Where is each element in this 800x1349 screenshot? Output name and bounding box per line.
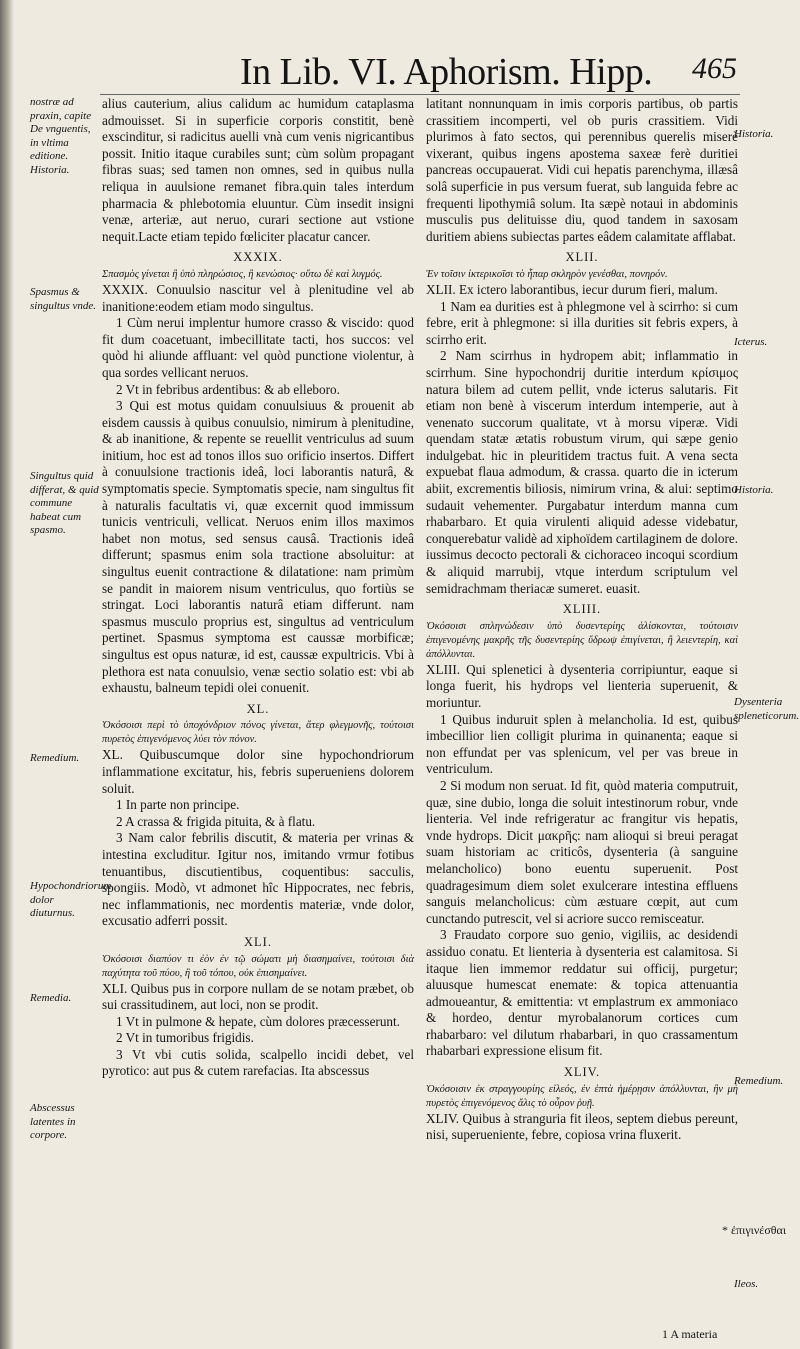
commentary-item: 2 A crassa & frigida pituita, & à flatu. xyxy=(116,813,316,829)
paragraph: alius cauterium, alius calidum ac humidum cataplasma admouisset. Si in superficie corporis constitit, benè exscinditur, si radicitus auelli vnà cum venis nigricantibus possit. Initio itaque curabiles sunt; cùm solùm propagant fibras suas; sed tamen non omnes, sed in quibus nulla reliqua in auulsione remanet fibra.quin tales interdum pharmacia & phlebotomia eluuntur. Cùm insedit insigni venæ, arteriæ, aut neruo, curari sectione aut vstione nequit.Lacte etiam tepido fœliciter placatur cancer. xyxy=(102,96,414,244)
greek-aphorism: Σπασμὸς γίνεται ἢ ὑπὸ πληρώσιος, ἢ κενώσιος· οὕτω δὲ καὶ λυγμός. xyxy=(102,268,383,280)
margin-note: Icterus. xyxy=(734,336,768,348)
margin-note: Remedium. xyxy=(734,1075,784,1087)
commentary-item: 2 Vt in febribus ardentibus: & ab elleboro. xyxy=(116,381,340,397)
commentary-item: 1 Quibus induruit splen à melancholia. Id est, quibus imbecillior lien colligit plurima in quinanenta; eaque si non effundat per vas splenicum, vel per vas breue in ventriculum. xyxy=(426,711,738,777)
margin-note: Historia. xyxy=(30,164,70,176)
paragraph: XLII. Ex ictero laborantibus, iecur durum fieri, malum. xyxy=(426,281,718,297)
aphorism-number: XLI. xyxy=(244,934,272,949)
margin-note: Abscessus latentes in corpore. xyxy=(30,1102,76,1141)
star-note: * ἐπιγινέσθαι xyxy=(722,1223,787,1237)
commentary-item: 2 Vt in tumoribus frigidis. xyxy=(116,1030,254,1046)
greek-aphorism: Ὁκόσοισιν ἐκ στραγγουρίης εἰλεός, ἐν ἑπτὰ ἡμέρῃσιν ἀπόλλυνται, ἢν μὴ πυρετὸς ἐπιγενόμενος ἄλις τὸ οὖρον ῥυῇ. xyxy=(426,1083,738,1109)
header-rule xyxy=(100,94,740,95)
commentary-item: 3 Qui est motus quidam conuulsiuus & prouenit ab eisdem caussis à quibus conuulsio, nimirum à plenitudine, & ab inanitione, & repente se reuellit ventriculus ad suum initium, hoc est ad tonos illos suo orificio insertos. Differt à conuulsione tractionis ideâ, loci laborantis naturâ, & symptomatis specie. Symptomatis specie, nam singultus fit à naturalis facultatis vi, quæ excernit quod immissum tunicis ventriculi, vellicat. Neruos enim illos maximos habet non motus, sed sensus causâ. Tractionis ideâ differunt; spasmus enim sola tractione absoluitur: at singultus euenit contractione & dilatatione: nam primùm se pandit in maiorem nisum ventriculus, quo fortiùs se stringat. Loci laborantis naturâ etiam differunt. nam spasmus musculo proprius est, singultus ad ventriculum pertinet. Spasmus symptoma est caussæ morbificæ; singultus est opus naturæ, id est, caussæ expultricis. Vbi à plethora est nata conuulsio, venæ sectio solatio est: vbi ab exhaustu, balneum tepidi olei conuenit. xyxy=(102,398,414,696)
paragraph: XLI. Quibus pus in corpore nullam de se notam præbet, ob sui crassitudinem, aut loci, non se prodit. xyxy=(102,980,414,1013)
greek-aphorism: Ὁκόσοισι σπληνώδεσιν ὑπὸ δυσεντερίης ἁλίσκονται, τούτοισιν ἐπιγενομένης μακρῆς τῆς δυσεντερίης ὕδρωψ ἐπιγίνεται, ἢ λειεντερίη, καὶ ἀπόλλυνται. xyxy=(426,620,738,660)
commentary-item: 3 Nam calor febrilis discutit, & materia per vrinas & intestina excluditur. Igitur nos, imitando vrmur fotibus tenuantibus, discutientibus, coquentibus: sacculis, spongiis. Modò, vt admonet hîc Hippocrates, nec febris, nec inflammationis, nec mordentis materiæ, vnde dolor, excusatio adferri possit. xyxy=(102,830,414,929)
margin-note: Remedium. xyxy=(30,752,80,764)
commentary-item: 3 Fraudato corpore suo genio, vigiliis, ac desidendi assiduo conatu. Et lienteria à dysenteria est calamitosa. Si itaque lien immemor reddatur sui officij, purgetur; aluusque humescat enemate: & topica attenuantia admoueantur, & emittentia: vt emplastrum ex ammoniaco & hordeo, dentur myrobalanorum cortices cum rhabarbaro: vel dilutum rhabarbari, in quo crassamentum rhabarbari expressione elisum fit. xyxy=(426,927,738,1059)
commentary-item: 1 Cùm nerui implentur humore crasso & viscido: quod fit dum coacetuant, imbecillitate tacti, hos succos: vel quòd hi aliunde affluant: vel quòd punctione violentur, à qua sordes vellicant neruos. xyxy=(102,315,414,380)
paragraph: XLIII. Qui splenetici à dysenteria corripiuntur, eaque si longa fuerit, his hydrops vel lienteria superuenit, & moriuntur. xyxy=(426,661,738,710)
aphorism-number: XXXIX. xyxy=(233,250,283,265)
paragraph: XL. Quibuscumque dolor sine hypochondriorum inflammatione excitatur, his, febris superueniens dolorem soluit. xyxy=(102,747,414,796)
running-header: In Lib. VI. Aphorism. Hipp. xyxy=(240,51,653,93)
margin-note: Historia. xyxy=(734,484,774,496)
page-number: 465 xyxy=(692,52,737,85)
commentary-item: 2 Si modum non seruat. Id fit, quòd materia computruit, quæ, sine dubio, longa die soluit intestinorum robur, vnde lienteria. Vel inde refrigeratur ac frangitur vis hepatis, vnde hydrops. Dicit μακρῆς: nam alioqui si breui peragat suam historiam ac criticôs, dysenteria (à sanguine melancholico) bono euentu superuenit. Post quadragesimum diem solet exulcerare intestina effluens sanguis melancholicus: cùm æstuare cœpit, aut cum cunctando putrescit, vel si acriore succo remisceatur. xyxy=(426,777,738,926)
margin-note: Ileos. xyxy=(734,1278,759,1290)
margin-note: Dysenteria spleneticorum. xyxy=(734,696,800,722)
commentary-item: 1 Vt in pulmone & hepate, cùm dolores præcesserunt. xyxy=(116,1013,400,1029)
left-text-column xyxy=(102,96,414,1080)
commentary-item: 1 In parte non principe. xyxy=(116,797,240,813)
catchword: 1 A materia xyxy=(662,1327,718,1341)
aphorism-number: XLIII. xyxy=(562,602,602,617)
aphorism-number: XL. xyxy=(246,701,270,716)
aphorism-number: XLIV. xyxy=(563,1065,601,1080)
greek-aphorism: Ἐν τοῖσιν ἰκτερικοῖσι τὸ ἧπαρ σκληρὸν γενέσθαι, πονηρόν. xyxy=(426,268,668,280)
commentary-item: 2 Nam scirrhus in hydropem abit; inflammatio in scirrhum. Sine hypochondrij duritie interdum κρίσιμος natura bilem ad cutem pellit, vnde icterus salutaris. Fit etiam non benè à viscerum interdum intemperie, aut à venenato succorum qualitate, vt à morsu viperæ. Vidi quendam statæ ætatis robustum virum, qui sæpe genio indulgebat. hic in pleuritidem tractus fuit. A vena secta expuebat flaua admodum, & crassa. quarto die in icterum abiit, excrementis biliosis, nimirum vrina, & alui: septimo sudauit vehementer. Purgabatur interdum manna cum rhabarbaro. Et quia virulenti aliquid adesse videbatur, conquerebatur validè ad xiphoïdem cartilaginem de dolore. iussimus decocto pectorali & cichoraceo incoqui scordium & aliquid marrubij, vtque interdum scriptulum vel semidrachmam theriacæ sumeret. euasit. xyxy=(426,348,738,596)
paragraph: XXXIX. Conuulsio nascitur vel à plenitudine vel ab inanitione:eodem etiam modo singultus. xyxy=(102,281,414,314)
aphorism-number: XLII. xyxy=(565,250,599,265)
page-gutter-shadow xyxy=(0,0,14,1349)
commentary-item: 3 Vt vbi cutis solida, scalpello incidi debet, vel pyrotico: aut pus & cutem rarefacias. Ita abscessus xyxy=(102,1046,414,1079)
margin-note: nostræ ad praxin, capite De vnguentis, in vltima editione. xyxy=(30,96,92,162)
margin-note: Singultus quid differat, & quid commune habeat cum spasmo. xyxy=(30,470,99,536)
greek-aphorism: Ὁκόσοισι διαπύον τι ἐὸν ἐν τῷ σώματι μὴ διασημαίνει, τούτοισι διὰ παχύτητα τοῦ πύου, ἢ τοῦ τόπου, οὐκ ἐπισημαίνει. xyxy=(102,953,414,979)
margin-note: Spasmus & singultus vnde. xyxy=(30,286,96,312)
paragraph: latitant nonnunquam in imis corporis partibus, ob partis crassitiem incomperti, vel ob puris crassitiem. Vidi plurimos à fato sectos, qui perennibus querelis miserè vixerant, quibus ingens apostema saxeæ ferè duritiei pancreas occupauerat. Vidi cui hepatis parenchyma, illæsâ solâ superficie in pus versum fuerat, sub languida febre ac frequenti lipothymiâ solum. Ita sæpè notaui in abdominis musculis pus delituisse diu, quod tandem in saxosam duritiem abiens subiectas partes eâdem calamitate afflabat. xyxy=(426,96,738,244)
paragraph: XLIV. Quibus à stranguria fit ileos, septem diebus pereunt, nisi, superueniente, febre, copiosa vrina fluxerit. xyxy=(426,1110,738,1143)
commentary-item: 1 Nam ea durities est à phlegmone vel à scirrho: si cum febre, erit à phlegmone: si illa durities sit febris expers, à scirrho erit. xyxy=(426,298,738,347)
greek-aphorism: Ὁκόσοισι περὶ τὸ ὑποχόνδριον πόνος γίνεται, ἄτερ φλεγμονῆς, τούτοισι πυρετὸς ἐπιγενόμενος λύει τὸν πόνον. xyxy=(102,720,414,746)
margin-note: Hypochondriorum dolor diuturnus. xyxy=(30,880,112,919)
margin-note: Historia. xyxy=(734,128,774,140)
margin-note: Remedia. xyxy=(30,992,72,1004)
right-text-column xyxy=(426,96,738,1144)
